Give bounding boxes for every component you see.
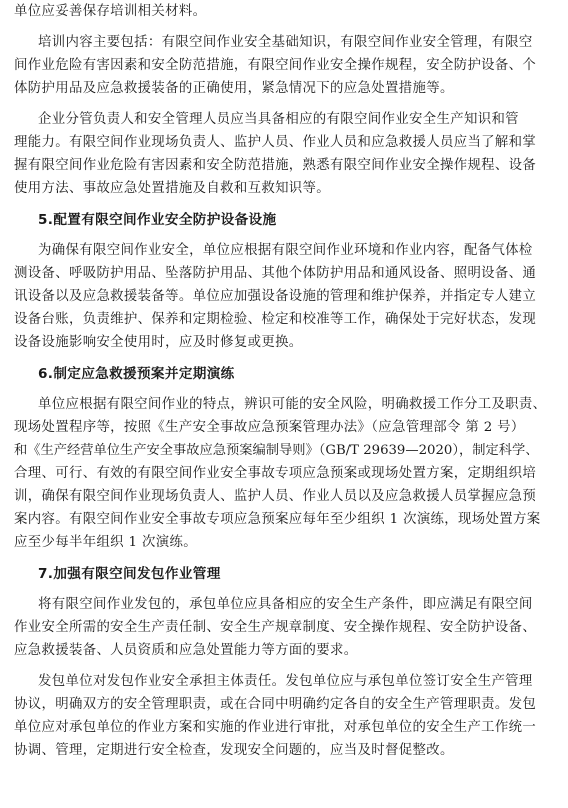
- section-6-line-4: 合理、可行、有效的有限空间作业安全事故专项应急预案或现场处置方案，定期组织培: [14, 466, 537, 481]
- section-5-line-3: 讯设备以及应急救援装备等。单位应加强设备设施的管理和维护保养，并指定专人建立: [14, 289, 537, 304]
- section-6-line-7: 应至少每半年组织 1 次演练。: [14, 535, 197, 550]
- section-5-line-2: 测设备、呼吸防护用品、坠落防护用品、其他个体防护用品和通风设备、照明设备、通: [14, 266, 537, 281]
- section-6-line-5: 训，确保有限空间作业现场负责人、监护人员、作业人员以及应急救援人员掌握应急预: [14, 489, 537, 504]
- training-line-3: 体防护用品及应急救援装备的正确使用，紧急情况下的应急处置措施等。: [14, 81, 454, 96]
- training-line-1: 培训内容主要包括：有限空间作业安全基础知识，有限空间作业安全管理，有限空: [38, 35, 533, 50]
- section-7-p1-line-3: 应急救援装备、人员资质和应急处置能力等方面的要求。: [14, 643, 358, 658]
- training-line-2: 间作业危险有害因素和安全防范措施，有限空间作业安全操作规程，安全防护设备、个: [14, 58, 537, 73]
- section-6-line-2: 现场处置程序等，按照《生产安全事故应急预案管理办法》（应急管理部令 第 2 号）: [14, 420, 525, 435]
- section-5-heading: 5.配置有限空间作业安全防护设备设施: [38, 212, 277, 228]
- intro-tail-line: 单位应妥善保存培训相关材料。: [14, 4, 207, 19]
- responsibility-line-2: 理能力。有限空间作业现场负责人、监护人员、作业人员和应急救援人员应当了解和掌: [14, 135, 537, 150]
- section-5-line-5: 设备设施影响安全使用时，应及时修复或更换。: [14, 335, 303, 350]
- section-5-line-1: 为确保有限空间作业安全，单位应根据有限空间作业环境和作业内容，配备气体检: [38, 243, 533, 258]
- section-7-p2-line-1: 发包单位对发包作业安全承担主体责任。发包单位应与承包单位签订安全生产管理: [38, 674, 533, 689]
- section-7-p2-line-4: 协调、管理，定期进行安全检查，发现安全问题的，应当及时督促整改。: [14, 743, 454, 758]
- section-7-p2-line-2: 协议，明确双方的安全管理职责，或在合同中明确约定各自的安全生产管理职责。发包: [14, 697, 537, 712]
- section-7-p1-line-1: 将有限空间作业发包的，承包单位应具备相应的安全生产条件，即应满足有限空间: [38, 597, 533, 612]
- section-6-line-6: 案内容。有限空间作业安全事故专项应急预案应每年至少组织 1 次演练，现场处置方案: [14, 512, 541, 527]
- responsibility-line-4: 使用方法、事故应急处置措施及自救和互救知识等。: [14, 181, 331, 196]
- section-6-heading: 6.制定应急救援预案并定期演练: [38, 366, 235, 382]
- section-7-heading: 7.加强有限空间发包作业管理: [38, 566, 221, 582]
- section-5-line-4: 设备台账，负责维护、保养和定期检验、检定和校准等工作，确保处于完好状态，发现: [14, 312, 537, 327]
- section-6-line-1: 单位应根据有限空间作业的特点，辨识可能的安全风险，明确救援工作分工及职责、: [38, 397, 547, 412]
- section-6-line-3: 和《生产经营单位生产安全事故应急预案编制导则》（GB/T 29639—2020），制定科学、: [14, 443, 539, 458]
- responsibility-line-3: 握有限空间作业危险有害因素和安全防范措施，熟悉有限空间作业安全操作规程、设备: [14, 158, 537, 173]
- section-7-p1-line-2: 作业安全所需的安全生产责任制、安全生产规章制度、安全操作规程、安全防护设备、: [14, 620, 537, 635]
- responsibility-line-1: 企业分管负责人和安全管理人员应当具备相应的有限空间作业安全生产知识和管: [38, 112, 519, 127]
- section-7-p2-line-3: 单位应对承包单位的作业方案和实施的作业进行审批，对承包单位的安全生产工作统一: [14, 720, 537, 735]
